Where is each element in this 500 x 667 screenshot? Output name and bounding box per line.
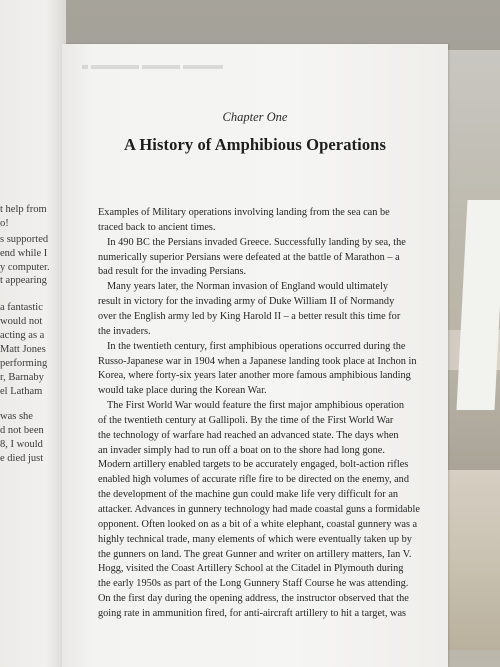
running-header bbox=[82, 58, 282, 68]
body-line: Modern artillery enabled targets to be accurately engaged, bolt-action rifles bbox=[98, 459, 409, 471]
body-line: the invaders. bbox=[98, 325, 151, 337]
body-line: In 490 BC the Persians invaded Greece. Successfully landing by sea, the bbox=[107, 236, 406, 248]
next-page-photo-lower bbox=[448, 470, 500, 650]
left-page-line: e died just bbox=[0, 453, 44, 464]
body-line: result in victory for the invading army of Duke William II of Normandy bbox=[98, 296, 395, 308]
chapter-label: Chapter One bbox=[222, 110, 288, 124]
body-line: opponent. Often looked on as a bit of a white elephant, coastal gunnery was a bbox=[98, 518, 418, 530]
body-line: The First World War would feature the first major amphibious operation bbox=[107, 400, 405, 412]
body-line: bad result for the invading Persians. bbox=[98, 266, 247, 278]
body-line: of the twentieth century at Gallipoli. By the time of the First World War bbox=[98, 414, 394, 426]
body-line: Russo-Japanese war in 1904 when a Japanese landing took place at Inchon in bbox=[98, 355, 417, 367]
left-page-line: Matt Jones bbox=[0, 344, 46, 355]
body-line: the development of the machine gun could make life very difficult for an bbox=[98, 489, 399, 501]
left-page-line: t help from bbox=[0, 204, 47, 215]
left-page-line: t appearing bbox=[0, 275, 47, 286]
body-line: highly technical trade, many elements of which were eventually taken up by bbox=[98, 533, 412, 545]
left-page-line: a fantastic bbox=[0, 302, 43, 313]
body-line: the early 1950s as part of the Long Gunnery Staff Course he was attending. bbox=[98, 578, 409, 590]
body-line: attacker. Advances in gunnery technology had made coastal guns a formidable bbox=[98, 504, 420, 515]
body-line: On the first day during the opening address, the instructor observed that the bbox=[98, 593, 409, 605]
body-line: numerically superior Persians were defeated at the battle of Marathon – a bbox=[98, 251, 400, 263]
left-page-line: y computer. bbox=[0, 262, 50, 273]
body-line: would take place during the Korean War. bbox=[98, 385, 267, 397]
left-page-line: performing bbox=[0, 358, 48, 369]
body-line: enabled high volumes of accurate rifle fire to be directed on the enemy, and bbox=[98, 474, 409, 486]
body-line: an invader simply had to run off a boat on to the shore had long gone. bbox=[98, 444, 385, 456]
chapter-title: A History of Amphibious Operations bbox=[124, 135, 386, 154]
body-line: In the twentieth century, first amphibious operations occurred during the bbox=[107, 340, 406, 352]
left-page bbox=[0, 0, 66, 667]
left-page-line: would not bbox=[0, 316, 43, 327]
left-page-line: s supported bbox=[0, 234, 49, 245]
body-line: the gunners on land. The great Gunner and writer on artillery matters, Ian V. bbox=[98, 548, 412, 560]
body-line: Examples of Military operations involving landing from the sea can be bbox=[98, 207, 390, 218]
body-line: Korea, where forty-six years later another more famous amphibious landing bbox=[98, 370, 411, 382]
body-line: traced back to ancient times. bbox=[98, 221, 216, 233]
left-page-line: o! bbox=[0, 218, 9, 229]
left-page-line: 8, I would bbox=[0, 439, 43, 450]
left-page-line: d not been bbox=[0, 425, 44, 436]
body-line: the technology of warfare had reached an advanced state. The days when bbox=[98, 429, 399, 441]
body-line: Many years later, the Norman invasion of England would ultimately bbox=[107, 281, 388, 293]
left-page-line: was she bbox=[0, 411, 33, 422]
left-page-line: el Latham bbox=[0, 386, 43, 397]
body-line: Hogg, visited the Coast Artillery School at the Citadel in Plymouth during bbox=[98, 563, 404, 575]
left-page-line: acting as a bbox=[0, 330, 45, 341]
body-line: going rate in ammunition fired, for anti-aircraft artillery to hit a target, was bbox=[98, 607, 407, 619]
left-page-line: r, Barnaby bbox=[0, 372, 44, 383]
left-page-line: end while I bbox=[0, 248, 48, 259]
body-line: over the English army led by King Harold II – a better result this time for bbox=[98, 310, 401, 322]
